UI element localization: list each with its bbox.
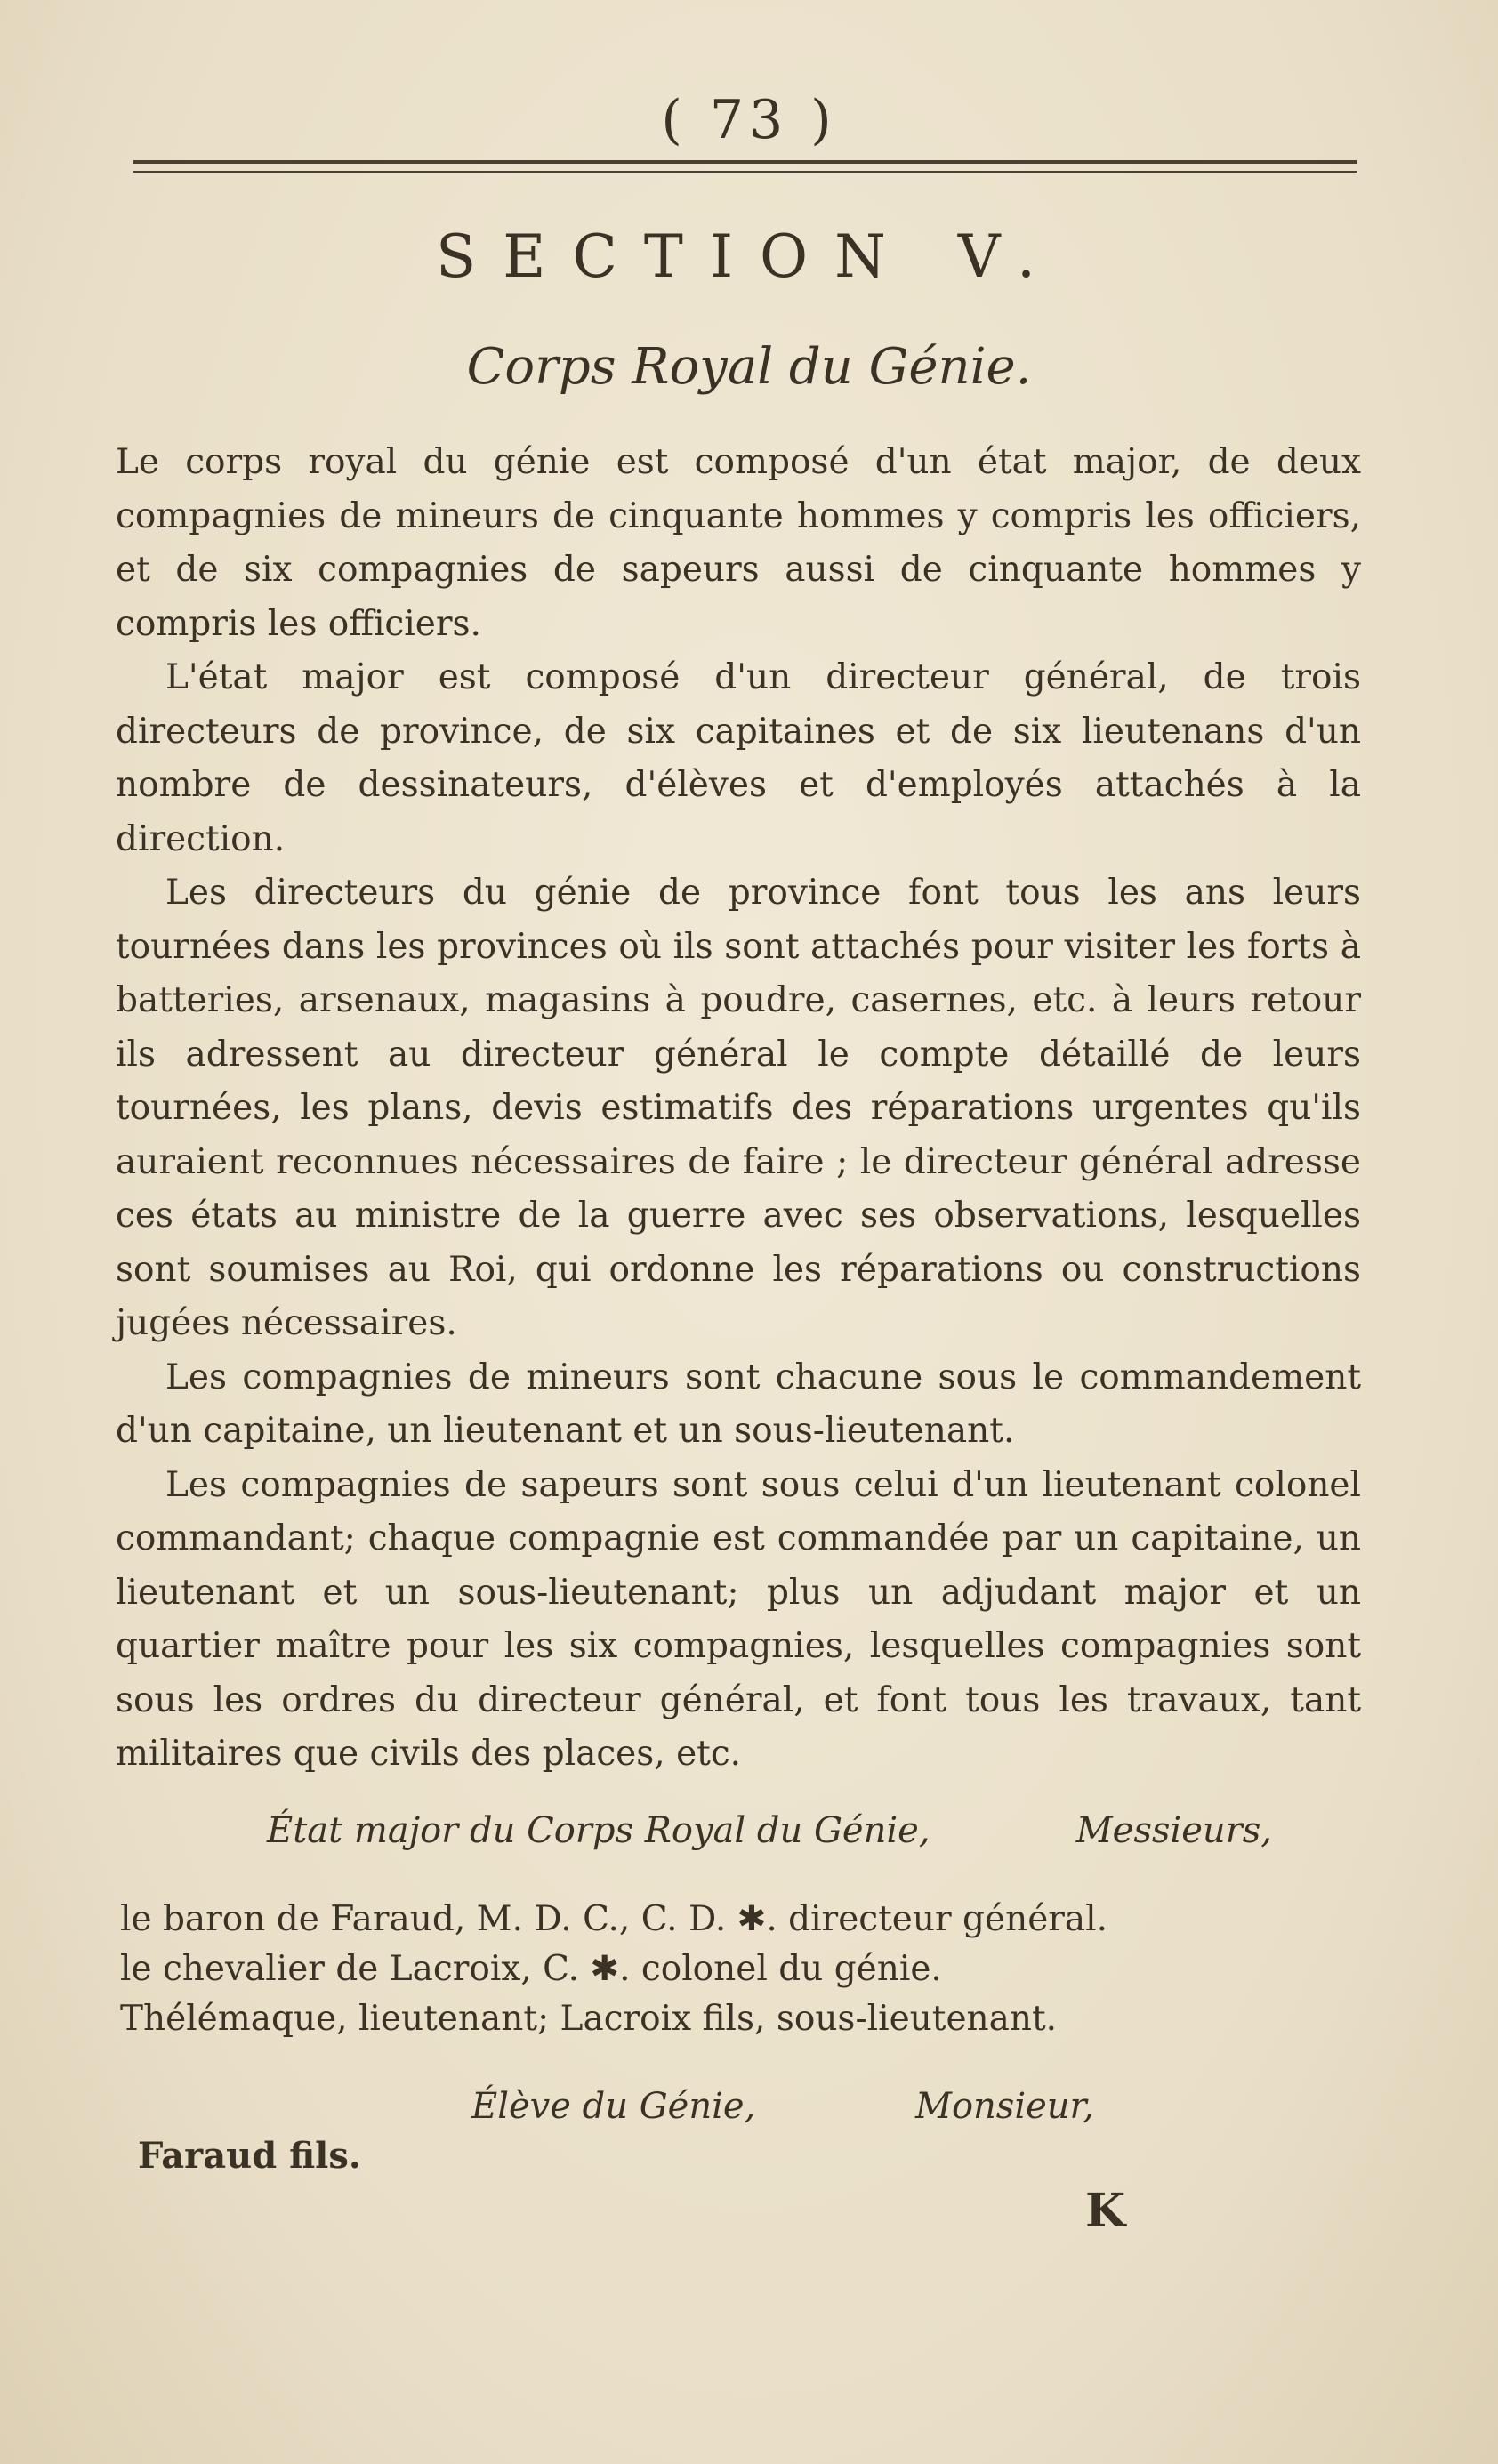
paragraph: Les compagnies de sapeurs sont sous celui d'un lieutenant colonel commandant; chaque compagnie est commandée par un capitaine, un lieutenant et un sous-lieutenant; plus un adjudant major et un quartier maître pour les six compagnies, lesquelles compagnies sont sous les ordres du directeur général, et font tous les travaux, tant militaires que civils des places, etc. <box>116 1464 1361 1774</box>
staff-member: le chevalier de Lacroix, C. ✱. colonel du génie. <box>120 1949 942 1989</box>
signature-mark: K <box>1085 2184 1126 2238</box>
paragraph: Les directeurs du génie de province font tous les ans leurs tournées dans les provinces où ils sont attachés pour visiter les forts à batteries, arsenaux, magasins à poudre, casernes, etc. à leurs retour ils adressent au directeur général le compte détaillé de leurs tournées, les plans, devis estimatifs des réparations urgentes qu'ils auraient reconnues nécessaires de faire ; le directeur général adresse ces états au ministre de la guerre avec ses observations, lesquelles sont soumises au Roi, qui ordonne les réparations ou constructions jugées nécessaires. <box>116 873 1361 1343</box>
body-text <box>116 436 1361 1782</box>
header-rule <box>133 160 1357 173</box>
section-title: SECTION V. <box>436 222 1062 291</box>
page-number: ( 73 ) <box>661 89 837 151</box>
staff-member: Thélémaque, lieutenant; Lacroix fils, sous-lieutenant. <box>120 1999 1058 2039</box>
paragraph: Le corps royal du génie est composé d'un état major, de deux compagnies de mineurs de cinquante hommes y compris les officiers, et de six compagnies de sapeurs aussi de cinquante hommes y compris les officiers. <box>116 442 1361 644</box>
paragraph: L'état major est composé d'un directeur général, de trois directeurs de province, de six capitaines et de six lieutenans d'un nombre de dessinateurs, d'élèves et d'employés attachés à la direction. <box>116 657 1361 859</box>
eleve-heading <box>471 2086 1094 2127</box>
staff-list <box>120 1895 1365 2044</box>
staff-heading <box>267 1810 1272 1851</box>
paragraph: Les compagnies de mineurs sont chacune sous le commandement d'un capitaine, un lieutenant et un sous-lieutenant. <box>116 1357 1361 1451</box>
section-subtitle: Corps Royal du Génie. <box>466 338 1032 396</box>
eleve-heading-honorific: Monsieur, <box>915 2086 1094 2127</box>
eleve-heading-title: Élève du Génie, <box>471 2086 756 2127</box>
staff-heading-honorific: Messieurs, <box>1075 1810 1272 1851</box>
eleve-name: Faraud fils. <box>138 2135 361 2177</box>
staff-heading-title: État major du Corps Royal du Génie, <box>267 1810 930 1851</box>
staff-member: le baron de Faraud, M. D. C., C. D. ✱. directeur général. <box>120 1899 1108 1939</box>
